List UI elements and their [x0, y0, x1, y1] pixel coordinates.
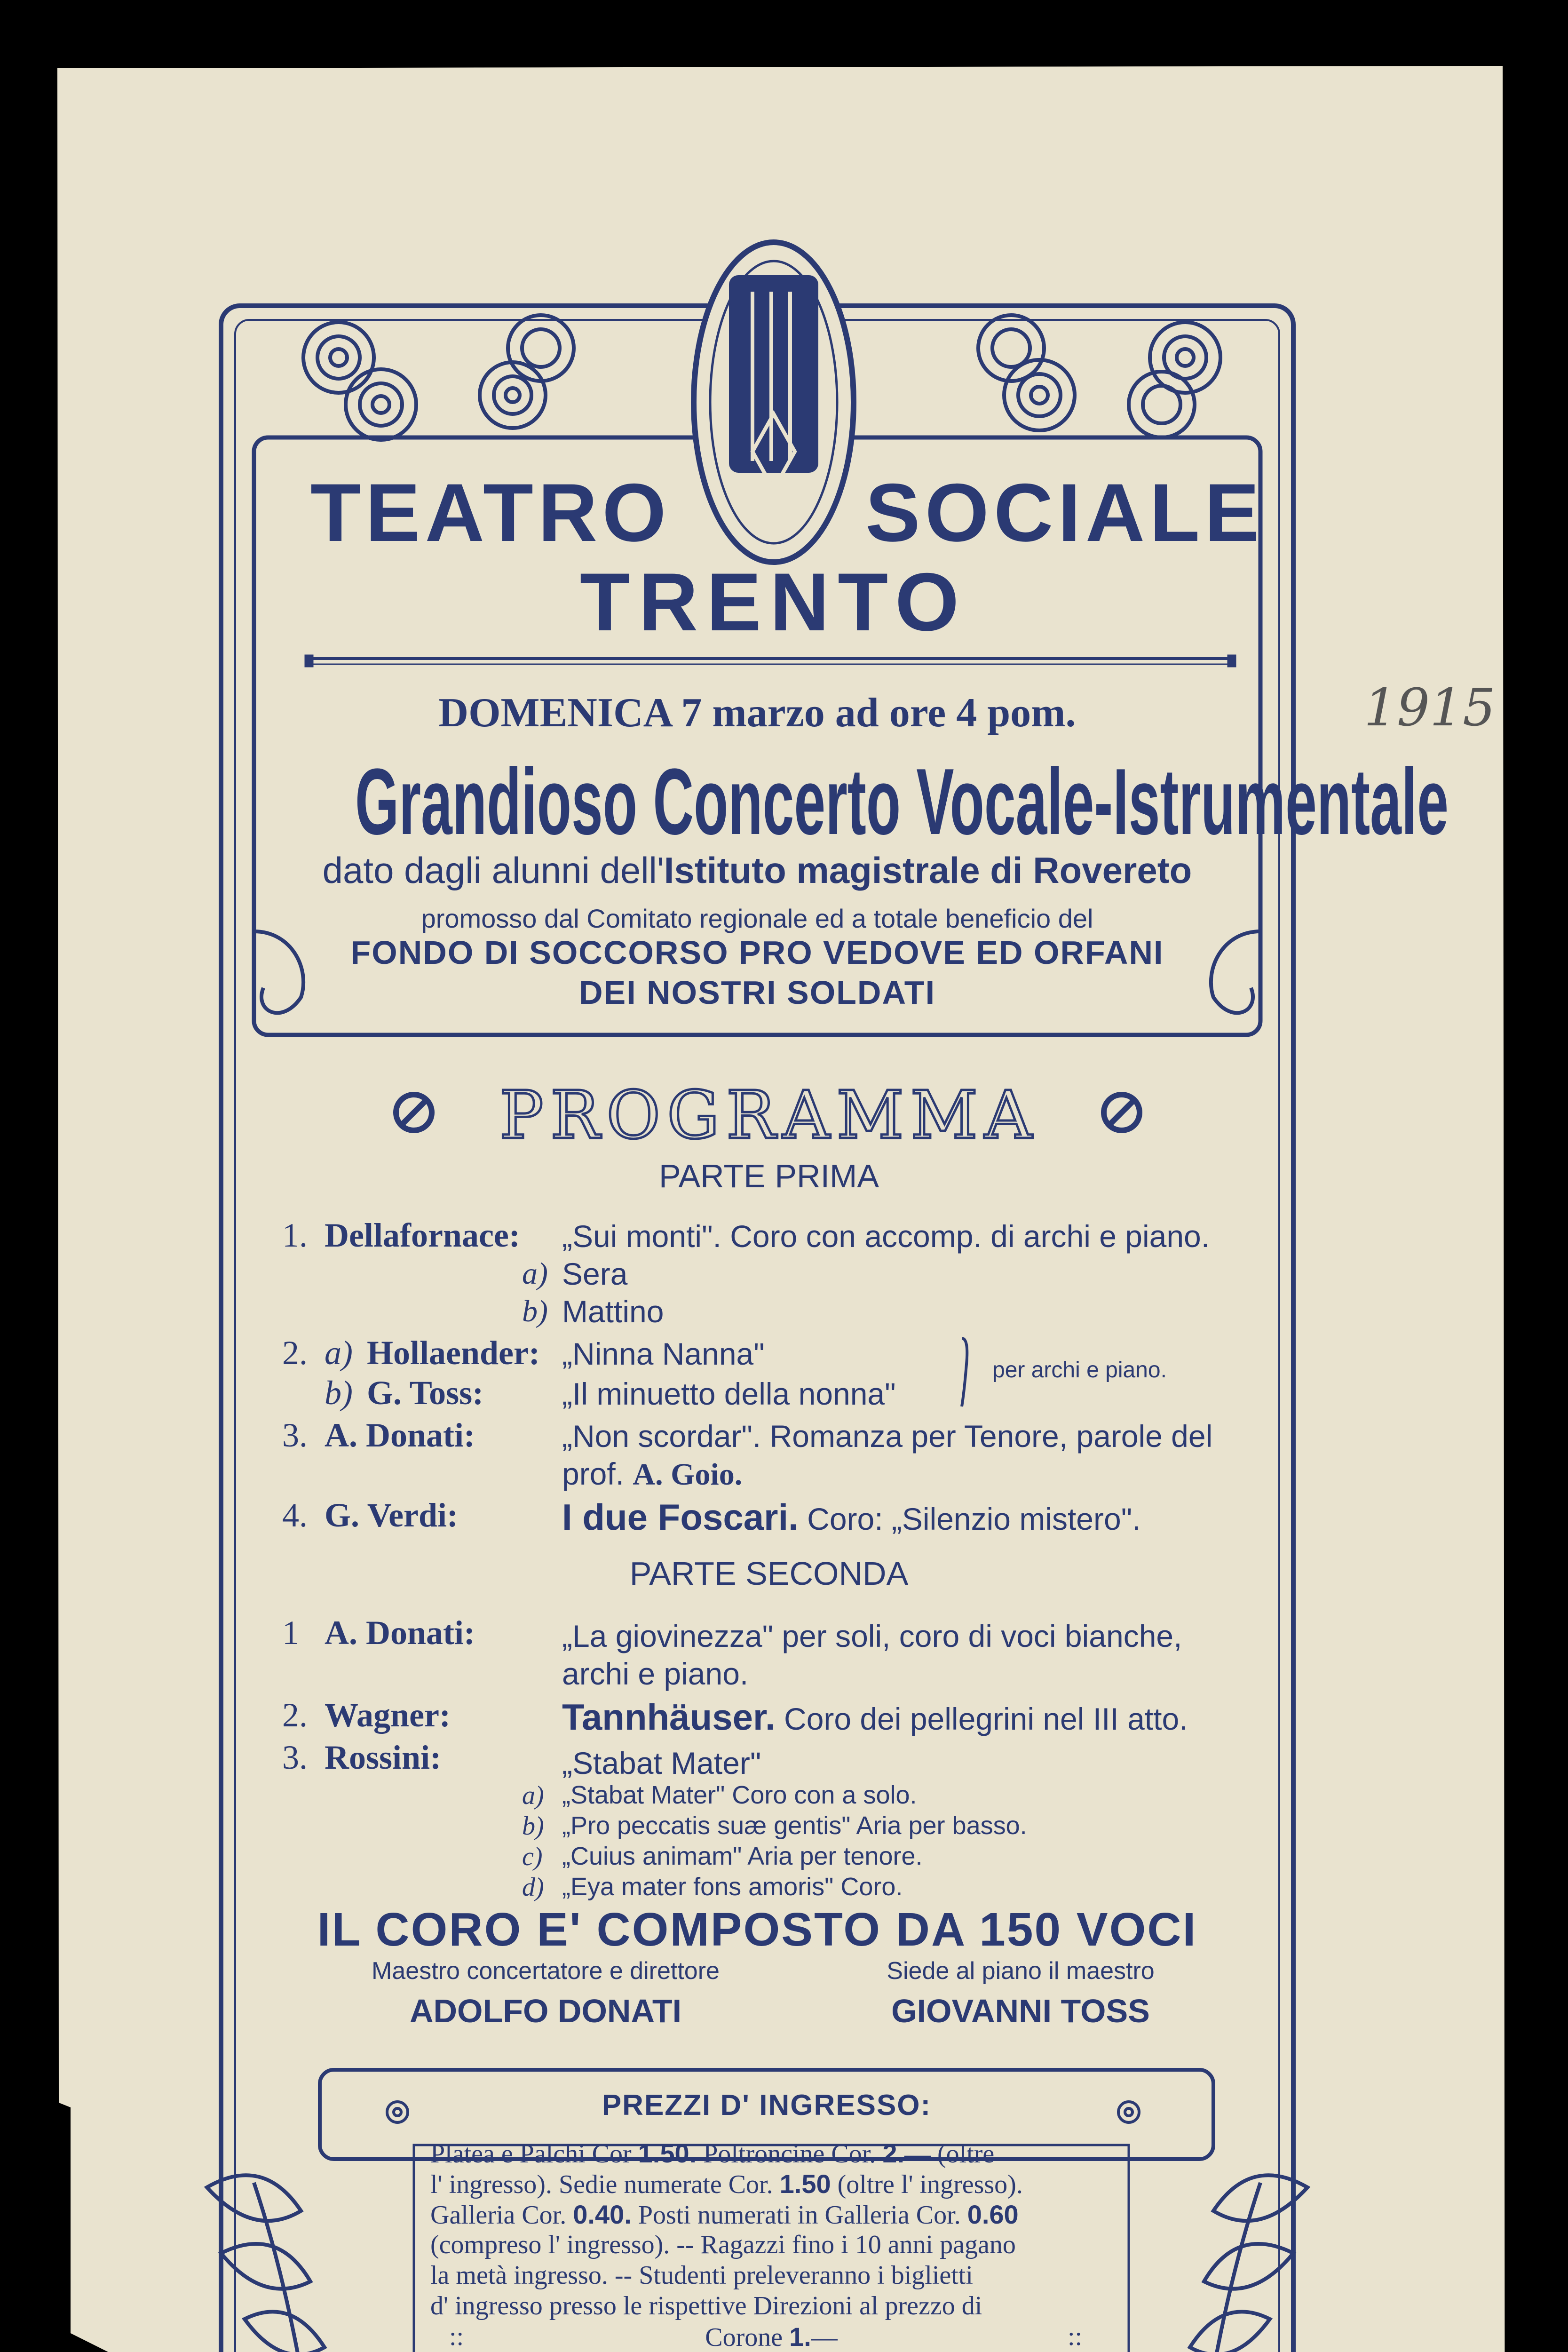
p1-3-description: „Non scordar". Romanza per Tenore, parole del — [562, 1419, 1213, 1454]
p1-1b-mark: b) — [522, 1294, 548, 1328]
event-title — [254, 748, 1449, 856]
p1-2-note: per archi e piano. — [992, 1358, 1167, 1383]
p1-3-composer: A. Donati: — [325, 1416, 475, 1454]
price-text: Platea e Palchi Cor — [430, 2139, 638, 2169]
prices-line-2 — [430, 2169, 1023, 2200]
maestro-label: Maestro concertatore e direttore — [372, 1957, 720, 1985]
p1-2a-mark: a) — [325, 1334, 353, 1372]
p2-1-composer: A. Donati: — [325, 1614, 475, 1652]
p1-3-author: A. Goio. — [633, 1457, 743, 1492]
price-value: 1.50 — [779, 2169, 831, 2199]
price-value: 0.40. — [573, 2200, 632, 2229]
p2-3a-text: „Stabat Mater" Coro con a solo. — [562, 1781, 917, 1809]
p1-2a-description: „Ninna Nanna" — [562, 1336, 765, 1371]
p1-3-description-line2 — [562, 1456, 742, 1493]
event-title-text: Grandioso Concerto Vocale-Istrumentale — [355, 749, 1449, 854]
piano-name: GIOVANNI TOSS — [891, 1993, 1150, 2029]
price-text: — (oltre — [904, 2139, 995, 2169]
p2-3-composer: Rossini: — [325, 1739, 442, 1776]
p2-3a-mark: a) — [522, 1781, 544, 1810]
event-date: DOMENICA 7 marzo ad ore 4 pom. — [438, 690, 1076, 736]
p1-4-number: 4. — [282, 1496, 308, 1534]
p1-3-number: 3. — [282, 1416, 308, 1454]
p2-2-composer: Wagner: — [325, 1696, 451, 1734]
p2-1-number: 1 — [282, 1614, 299, 1652]
p1-1a-mark: a) — [522, 1256, 548, 1291]
prices-line-7 — [430, 2321, 1112, 2352]
part-two-heading: PARTE SECONDA — [629, 1555, 909, 1592]
event-by — [254, 849, 1260, 892]
p2-3d-text: „Eya mater fons amoris" Coro. — [562, 1873, 903, 1901]
sociale-title: SOCIALE — [865, 467, 1264, 559]
p2-2-title: Tannhäuser. — [562, 1696, 776, 1738]
event-by-prefix: dato dagli alunni dell' — [322, 850, 664, 891]
price-text: Corone — [705, 2323, 790, 2352]
p1-2b-composer: G. Toss: — [367, 1374, 484, 1412]
price-text: Posti numerati in Galleria Cor. — [631, 2201, 967, 2230]
programme-heading: PROGRAMMA — [499, 1077, 1039, 1154]
p2-2-number: 2. — [282, 1696, 308, 1734]
price-text: Poltroncine Cor. — [697, 2139, 883, 2169]
p2-3b-mark: b) — [522, 1812, 544, 1841]
price-text: — — [811, 2323, 838, 2352]
p1-4-title: I due Foscari. — [562, 1496, 799, 1538]
price-text: l' ingresso). Sedie numerate Cor. — [430, 2170, 780, 2199]
p1-1a-text: Sera — [562, 1256, 628, 1291]
p2-3-description: „Stabat Mater" — [562, 1746, 761, 1780]
prices-heading: PREZZI D' INGRESSO: — [602, 2089, 932, 2122]
price-value: 1. — [789, 2322, 811, 2352]
teatro-title: TEATRO — [310, 467, 671, 559]
p2-3b-text: „Pro peccatis suæ gentis" Aria per basso. — [562, 1812, 1027, 1840]
p2-3d-mark: d) — [522, 1873, 544, 1902]
p2-3-number: 3. — [282, 1739, 308, 1776]
p2-3c-text: „Cuius animam" Aria per tenore. — [562, 1842, 923, 1870]
prices-line-7-left: :: — [449, 2322, 464, 2351]
p1-2-number: 2. — [282, 1334, 308, 1372]
p1-2b-mark: b) — [325, 1374, 353, 1412]
part-one-heading: PARTE PRIMA — [658, 1158, 879, 1194]
p1-4-description: Coro: „Silenzio mistero". — [807, 1502, 1141, 1536]
prices-line-1 — [430, 2138, 994, 2169]
p2-2-description: Coro dei pellegrini nel III atto. — [784, 1701, 1188, 1736]
prices-line-3 — [430, 2199, 1019, 2230]
p2-2-line — [562, 1696, 1188, 1739]
price-value: 0.60 — [967, 2200, 1019, 2229]
event-promoted: promosso dal Comitato regionale ed a totale beneficio del — [421, 904, 1093, 933]
p1-1-description: „Sui monti". Coro con accomp. di archi e piano. — [562, 1219, 1210, 1254]
p1-4-composer: G. Verdi: — [325, 1496, 459, 1534]
p1-1-composer: Dellafornace: — [325, 1216, 520, 1254]
p2-1-description: „La giovinezza" per soli, coro di voci bianche, — [562, 1619, 1182, 1653]
p1-4-line — [562, 1496, 1140, 1539]
fund-line-1: FONDO DI SOCCORSO PRO VEDOVE ED ORFANI — [350, 934, 1164, 971]
p1-2b-description: „Il minuetto della nonna" — [562, 1376, 896, 1411]
trento-title: TRENTO — [579, 556, 968, 648]
piano-label: Siede al piano il maestro — [887, 1957, 1155, 1985]
fund-line-2: DEI NOSTRI SOLDATI — [578, 974, 936, 1011]
handwritten-annotation: 1915 — [1364, 677, 1496, 738]
p2-1-description-line2: archi e piano. — [562, 1656, 749, 1691]
price-value: 1.50. — [638, 2138, 697, 2168]
p1-2a-composer: Hollaender: — [367, 1334, 540, 1372]
price-text: Galleria Cor. — [430, 2201, 573, 2230]
lyre-icon — [729, 275, 818, 473]
p1-3-prof: prof. — [562, 1456, 625, 1491]
prices-line-6: d' ingresso presso le rispettive Direzioni al prezzo di — [430, 2291, 982, 2320]
prices-line-4: (compreso l' ingresso). -- Ragazzi fino i 10 anni pagano — [430, 2230, 1016, 2259]
prices-line-7-right: :: — [1068, 2322, 1083, 2351]
maestro-name: ADOLFO DONATI — [409, 1993, 682, 2029]
price-text: (oltre l' ingresso). — [831, 2170, 1023, 2199]
p2-3c-mark: c) — [522, 1842, 543, 1871]
event-by-institute: Istituto magistrale di Rovereto — [664, 850, 1192, 891]
p1-1b-text: Mattino — [562, 1294, 664, 1329]
p1-1-number: 1. — [282, 1216, 308, 1254]
choir-line: IL CORO E' COMPOSTO DA 150 VOCI — [317, 1903, 1197, 1956]
prices-line-5: la metà ingresso. -- Studenti preleveranno i biglietti — [430, 2261, 973, 2290]
price-value: 2. — [882, 2138, 905, 2168]
